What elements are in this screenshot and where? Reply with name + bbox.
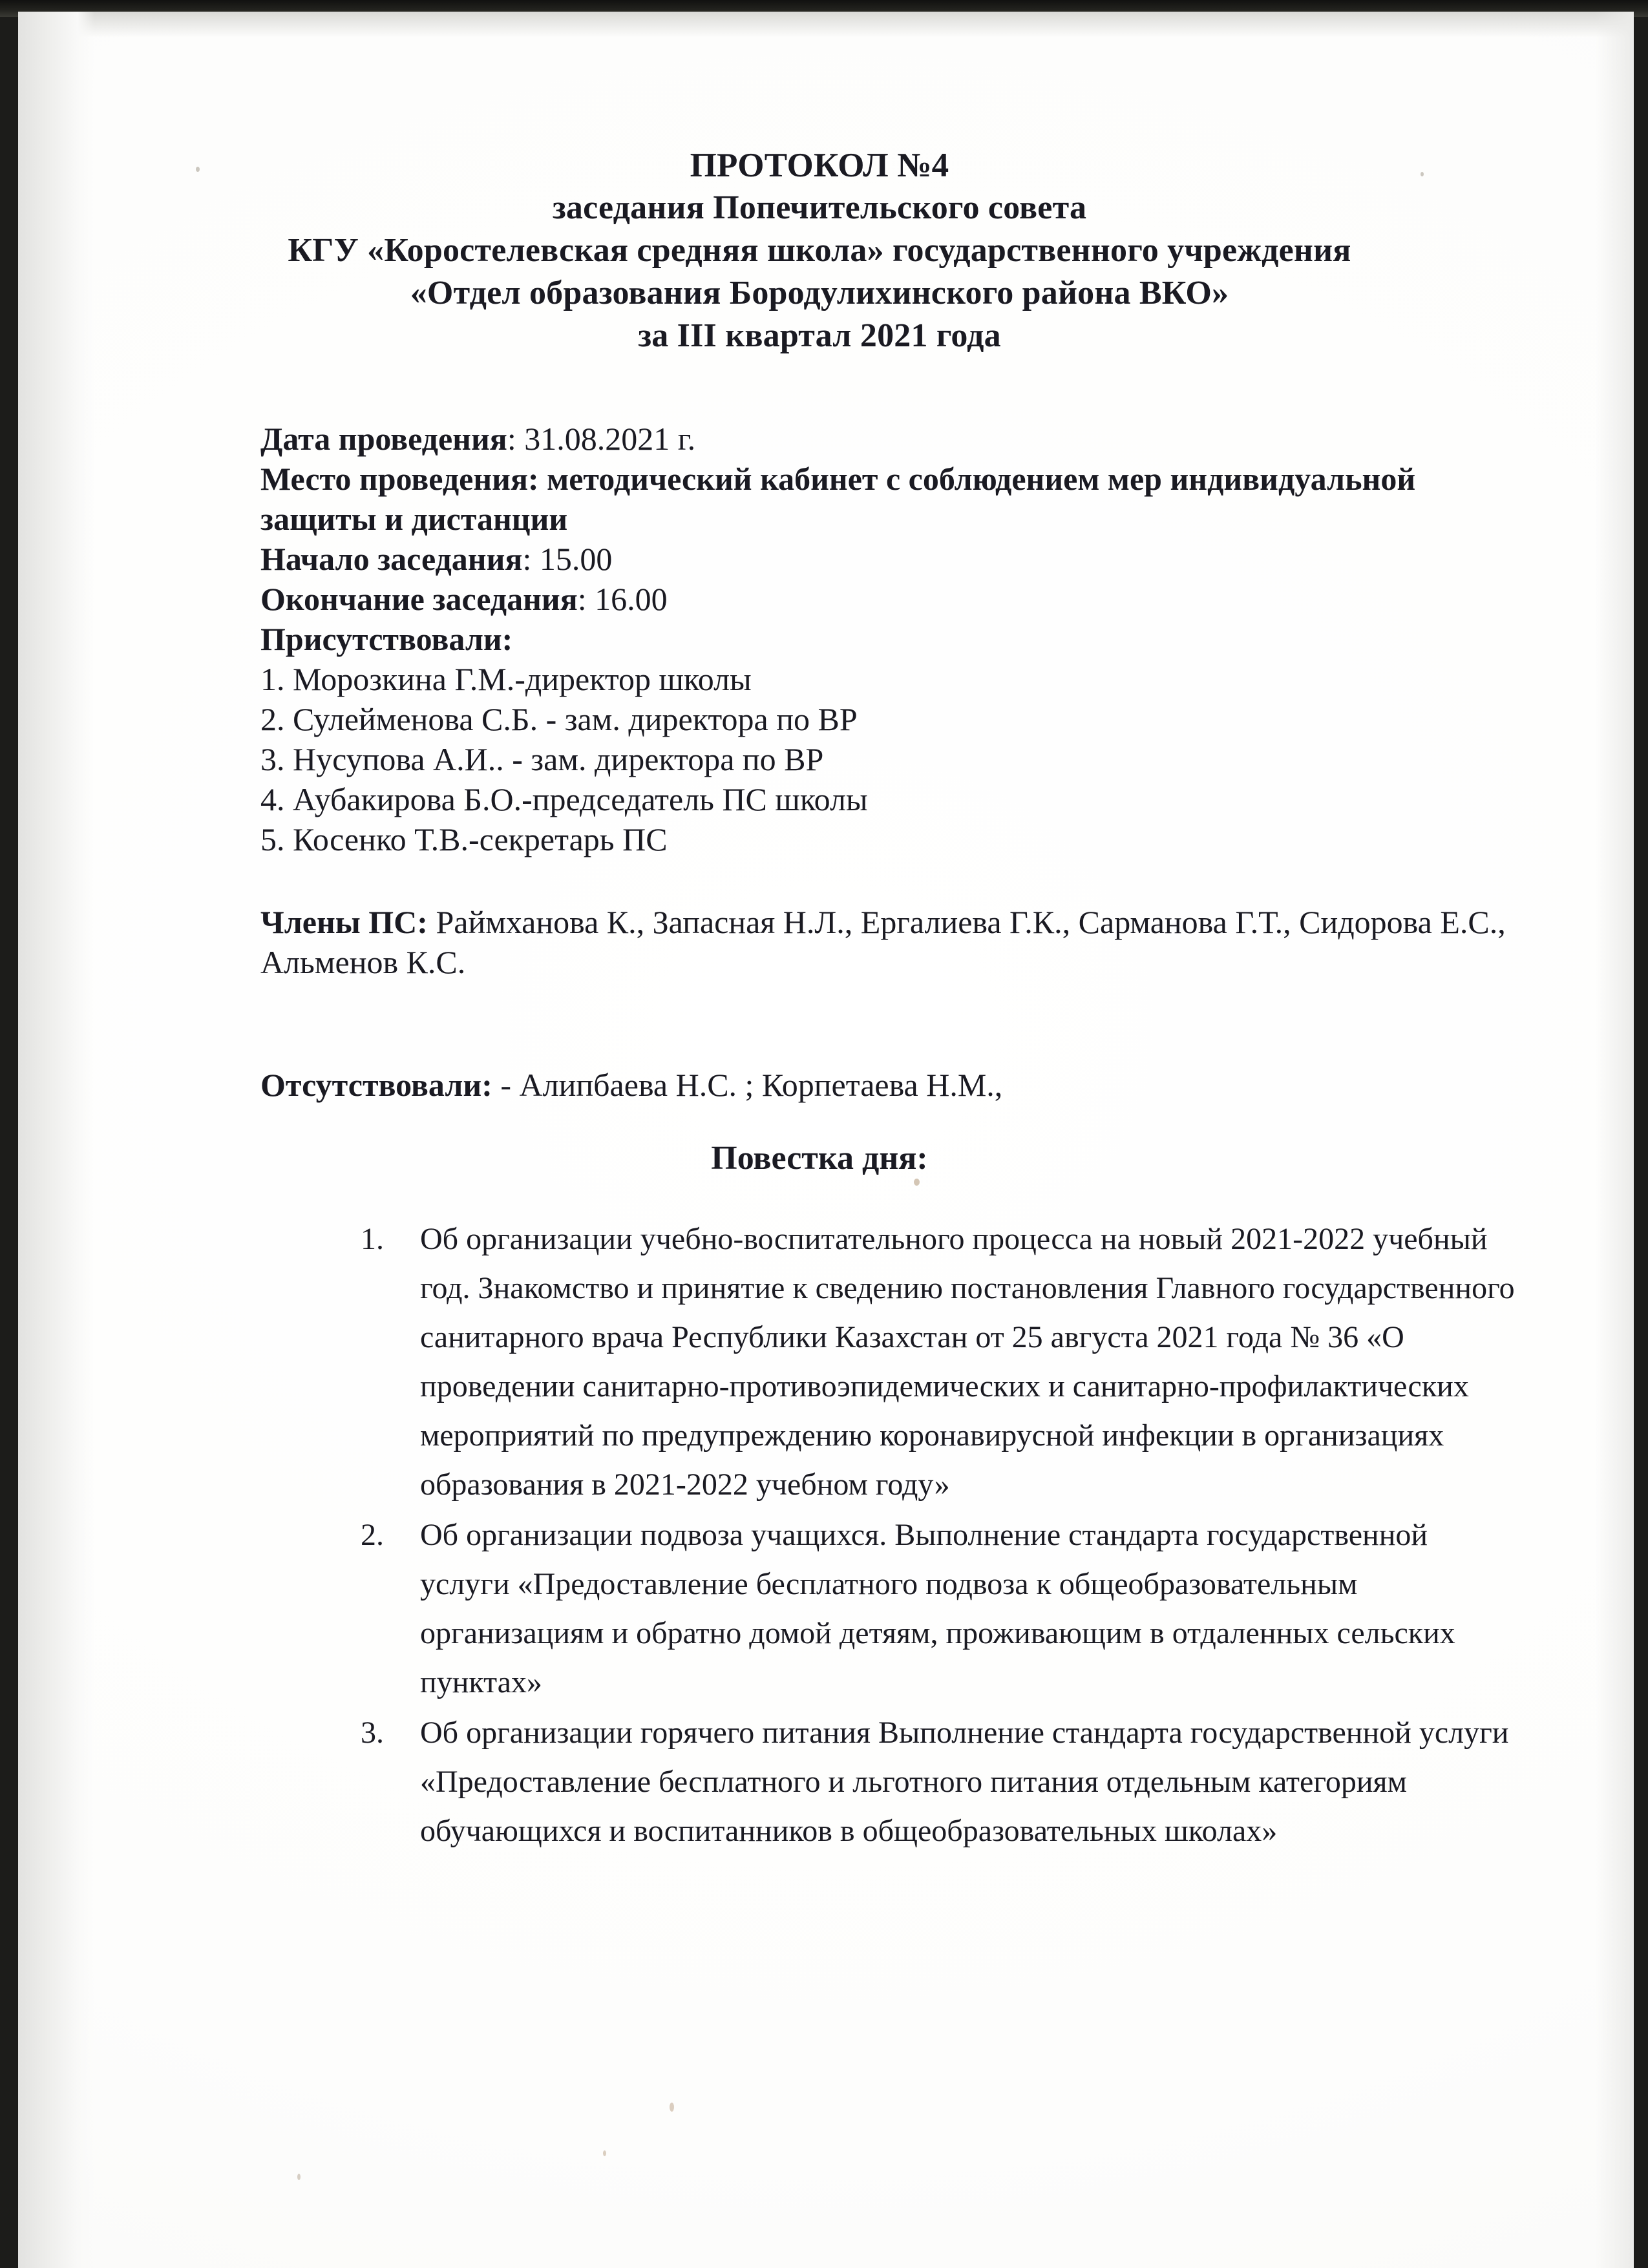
agenda-item-number: 2. [361, 1518, 384, 1552]
meeting-metadata-block [260, 419, 1488, 859]
agenda-item-text: Об организации горячего питания Выполнение стандарта государственной услуги «Предоставление бесплатного и льготного питания отдельным категориям обучающихся и воспитанников в общеобразовательных школах» [420, 1716, 1509, 1848]
meeting-end-value: : 16.00 [577, 581, 668, 617]
meeting-date-value: : 31.08.2021 г. [507, 421, 696, 457]
page-edge-right-shading [1595, 12, 1634, 2268]
document-title-block [115, 144, 1524, 357]
council-members-value: Раймханова К., Запасная Н.Л., Ергалиева Г.К., Сарманова Г.Т., Сидорова Е.С., Альменов К.С. [260, 904, 1506, 980]
title-line-5: за III квартал 2021 года [638, 317, 1001, 354]
agenda-item-number: 3. [361, 1716, 384, 1750]
attendee-row: 4. Аубакирова Б.О.-председатель ПС школы [260, 781, 868, 817]
attendee-row: 1. Морозкина Г.М.-директор школы [260, 661, 752, 697]
council-members-block [260, 902, 1592, 982]
meeting-date-label: Дата проведения [260, 421, 507, 457]
agenda-list [361, 1215, 1517, 1857]
document-page [18, 12, 1634, 2268]
attendee-row: 2. Сулейменова С.Б. - зам. директора по ВР [260, 701, 858, 737]
meeting-end-label: Окончание заседания [260, 581, 578, 617]
meeting-place-label: Место проведения: [260, 461, 539, 497]
council-members-label: Члены ПС: [260, 904, 428, 940]
document-content [115, 12, 1563, 2268]
absent-members-label: Отсутствовали: [260, 1067, 492, 1103]
absent-members-block [260, 1065, 1553, 1105]
agenda-item [361, 1511, 1517, 1707]
title-line-3: КГУ «Коростелевская средняя школа» государственного учреждения [288, 232, 1351, 269]
absent-members-value: - Алипбаева Н.С. ; Корпетаева Н.М., [492, 1067, 1003, 1103]
attendees-heading-label: Присутствовали: [260, 621, 513, 657]
meeting-place-value: методический кабинет с соблюдением мер индивидуальной защиты и дистанции [260, 461, 1416, 537]
agenda-item [361, 1215, 1517, 1509]
title-line-2: заседания Попечительского совета [552, 189, 1087, 226]
meeting-place-row [260, 459, 1488, 539]
page-edge-left-shading [18, 12, 94, 2268]
meeting-start-value: : 15.00 [522, 541, 613, 577]
title-line-1: ПРОТОКОЛ №4 [690, 147, 949, 184]
attendee-row: 5. Косенко Т.В.-секретарь ПС [260, 821, 668, 857]
meeting-date-row [260, 419, 1488, 459]
agenda-item [361, 1708, 1517, 1856]
agenda-item-number: 1. [361, 1222, 384, 1256]
attendees-heading [260, 619, 1488, 659]
title-line-4: «Отдел образования Бородулихинского района ВКО» [410, 275, 1229, 311]
agenda-item-text: Об организации подвоза учащихся. Выполнение стандарта государственной услуги «Предоставление бесплатного подвоза к общеобразовательным организациям и обратно домой детяям, проживающим в отдаленных сельских пунктах» [420, 1518, 1455, 1699]
meeting-start-row [260, 539, 1488, 579]
agenda-heading: Повестка дня: [711, 1140, 928, 1177]
agenda-item-text: Об организации учебно-воспитательного процесса на новый 2021-2022 учебный год. Знакомство и принятие к сведению постановления Главного государственного санитарного врача Республики Казахстан от 25 августа 2021 года № 36 «О проведении санитарно-противоэпидемических и санитарно-профилактических мероприятий по предупреждению коронавирусной инфекции в организациях образования в 2021-2022 учебном году» [420, 1222, 1515, 1502]
meeting-start-label: Начало заседания [260, 541, 523, 577]
meeting-end-row [260, 579, 1488, 619]
attendee-row: 3. Нусупова А.И.. - зам. директора по ВР [260, 741, 824, 777]
